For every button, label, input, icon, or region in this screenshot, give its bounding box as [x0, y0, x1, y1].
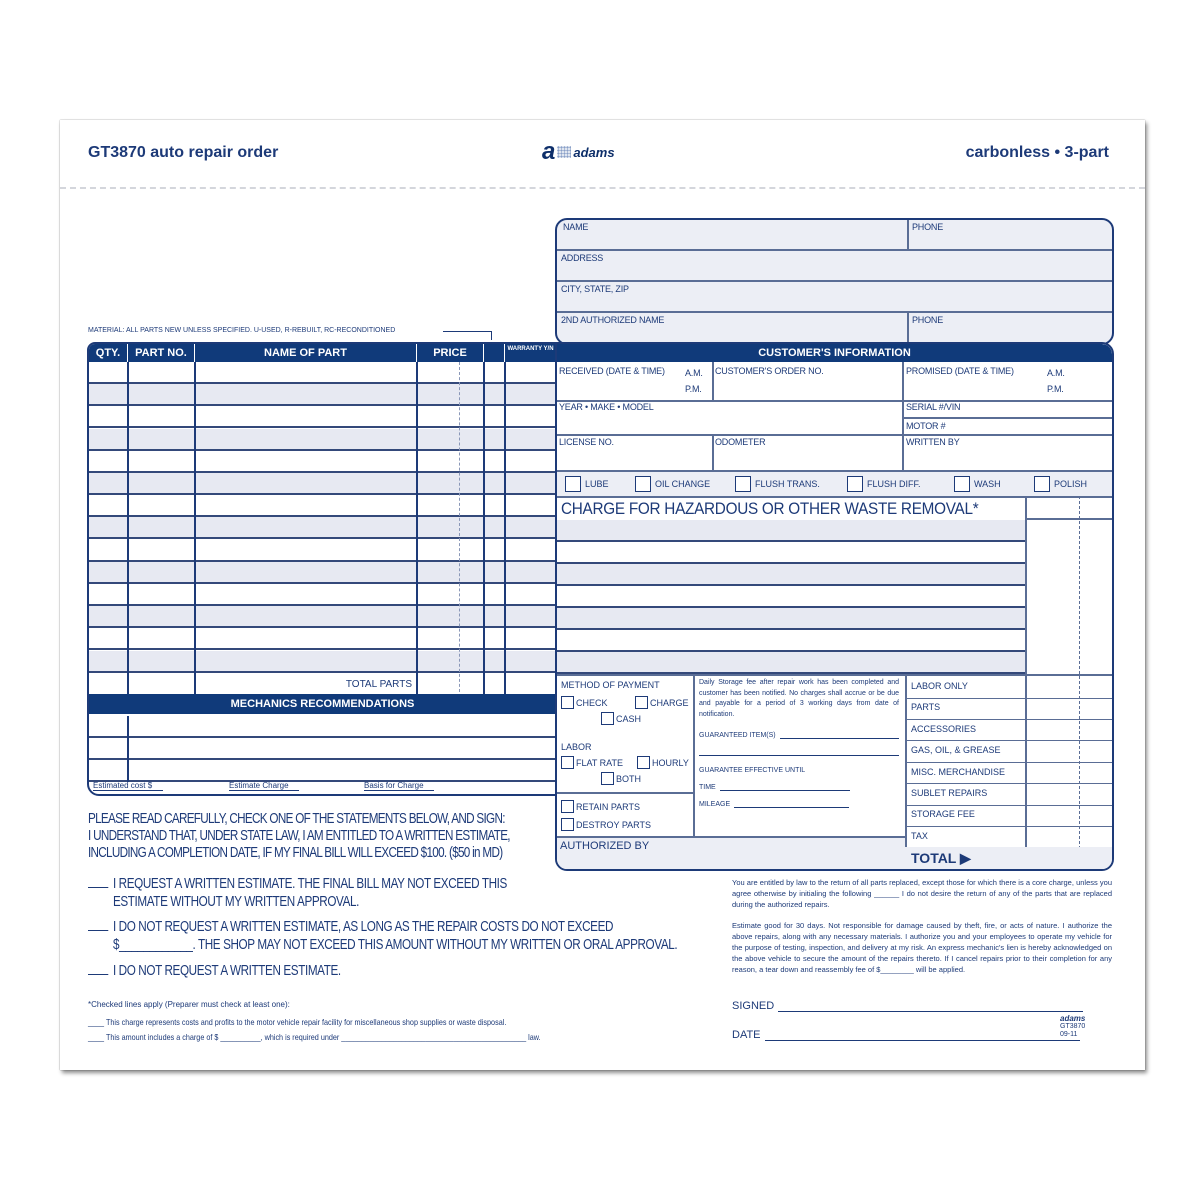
labor-description-row[interactable]	[557, 586, 1025, 608]
totals-label: TAX	[911, 830, 928, 841]
parts-table-row[interactable]	[89, 495, 556, 517]
initial-blank[interactable]	[88, 930, 108, 931]
col-line-dashed	[459, 362, 460, 702]
authorization-terms: Estimate good for 30 days. Not responsible for damage caused by theft, fire, or acts of nature. I authorize the above repairs, along with any necessary materials. I authorize you and your employees to operate my vehicle for the purpose of testing, inspection, and delivery at my risk. An express mechanic's lien is hereby acknowledged on the above vehicle to secure the amount of the repairs thereto. If I cancel repairs prior to their completion for any reason, a tear down and reassembly fee of $________ will be applied.	[732, 921, 1112, 974]
totals-label: LABOR ONLY	[911, 681, 968, 691]
customer-information-section	[555, 342, 1114, 871]
checkbox[interactable]	[561, 696, 574, 709]
form-title: GT3870 auto repair order	[88, 144, 279, 161]
divider	[557, 792, 693, 794]
estimated-cost-field[interactable]: Estimated cost $	[93, 781, 163, 791]
totals-label: SUBLET REPAIRS	[911, 788, 988, 798]
storage-note: Daily Storage fee after repair work has been completed and customer has been notified. No charges shall accrue or be due and payable for a period of 3 working days from date of notification.	[699, 679, 899, 718]
parts-table-row[interactable]	[89, 584, 556, 606]
estimate-charge-field[interactable]: Estimate Charge	[229, 781, 299, 791]
written-by-label: WRITTEN BY	[906, 437, 960, 447]
second-authorized-label: 2ND AUTHORIZED NAME	[561, 315, 665, 325]
arrow-icon	[443, 331, 492, 340]
totals-label: ACCESSORIES	[911, 723, 977, 734]
disclosure-line: I UNDERSTAND THAT, UNDER STATE LAW, I AM ENTITLED TO A WRITTEN ESTIMATE,	[88, 827, 510, 844]
col-line	[127, 362, 129, 702]
checked-lines-note: *Checked lines apply (Preparer must check at least one):	[88, 1000, 290, 1009]
totals-label: GAS, OIL, & GREASE	[911, 745, 1001, 756]
row-divider	[557, 496, 1112, 498]
service-lube[interactable]: LUBE	[565, 476, 609, 492]
basis-for-charge-field[interactable]: Basis for Charge	[364, 781, 434, 791]
labor-title: LABOR	[561, 742, 592, 752]
brand-name: adams	[573, 144, 615, 160]
name-row[interactable]	[557, 220, 1112, 251]
labor-description-row[interactable]	[557, 564, 1025, 586]
col-line	[504, 362, 506, 702]
service-checkbox-row	[557, 472, 1112, 496]
logo-dots-icon	[557, 146, 571, 158]
guaranteed-items-line2[interactable]	[699, 755, 899, 756]
checkbox[interactable]	[635, 696, 648, 709]
divider	[1025, 676, 1027, 698]
parts-table-row[interactable]	[89, 451, 556, 473]
totals-row[interactable]	[905, 719, 1112, 742]
mechanics-recommendations-header: MECHANICS RECOMMENDATIONS	[89, 694, 556, 714]
totals-label: PARTS	[911, 702, 941, 713]
parts-table-row[interactable]	[89, 362, 556, 384]
name-label: NAME	[563, 222, 589, 232]
parts-table-row[interactable]	[89, 517, 556, 539]
col-line	[194, 362, 196, 702]
city-state-zip-label: CITY, STATE, ZIP	[561, 284, 629, 294]
form-code	[1060, 1015, 1085, 1039]
serial-vin-label: SERIAL #/VIN	[906, 402, 961, 412]
checkbox[interactable]	[565, 476, 581, 492]
address-row[interactable]	[557, 251, 1112, 282]
material-note: MATERIAL: ALL PARTS NEW UNLESS SPECIFIED. U-USED, R-REBUILT, RC-RECONDITIONED	[88, 327, 396, 334]
recommendation-line[interactable]	[89, 760, 556, 782]
total-parts-label: TOTAL PARTS	[345, 679, 412, 690]
guarantee-effective-label: GUARANTEE EFFECTIVE UNTIL	[699, 767, 806, 774]
signed-field[interactable]: SIGNED	[732, 1000, 1083, 1012]
checkbox[interactable]	[1034, 476, 1050, 492]
row-divider	[1025, 518, 1114, 520]
payment-check[interactable]: CHECK	[561, 696, 608, 709]
form-code-revision: 09-11	[1060, 1031, 1078, 1038]
col-blank	[484, 344, 505, 362]
labor-description-row[interactable]	[557, 630, 1025, 652]
col-part-no: PART NO.	[128, 344, 195, 362]
phone-label: PHONE	[912, 222, 944, 232]
labor-description-row[interactable]	[557, 542, 1025, 564]
labor-description-row[interactable]	[557, 652, 1025, 674]
authorized-by-label: AUTHORIZED BY	[560, 840, 650, 852]
retain-parts[interactable]: RETAIN PARTS	[561, 800, 640, 813]
form-code-brand: adams	[1060, 1014, 1086, 1023]
storage-section	[699, 678, 899, 808]
form-code-number: GT3870	[1060, 1023, 1086, 1030]
am-label: A.M.	[1047, 368, 1065, 378]
address-label: ADDRESS	[561, 253, 604, 263]
parts-table-row[interactable]	[89, 628, 556, 650]
adams-logo	[542, 140, 615, 164]
totals-row[interactable]	[905, 676, 1112, 699]
odometer-label: ODOMETER	[715, 437, 766, 447]
estimate-disclosure	[88, 810, 556, 861]
payment-section	[557, 676, 693, 838]
checkbox[interactable]	[561, 800, 574, 813]
promised-label: PROMISED (DATE & TIME)	[906, 366, 1014, 376]
initial-blank[interactable]	[88, 974, 108, 975]
repair-order-form	[60, 120, 1145, 1070]
disclosure-line: INCLUDING A COMPLETION DATE, IF MY FINAL BILL WILL EXCEED $100. ($50 in MD)	[88, 844, 503, 861]
motor-label: MOTOR #	[906, 421, 946, 431]
parts-table-row[interactable]	[89, 429, 556, 451]
col-line	[416, 362, 418, 702]
guaranteed-items-field[interactable]: GUARANTEED ITEM(S)	[699, 732, 899, 739]
labor-description-row[interactable]	[557, 520, 1025, 542]
totals-row[interactable]	[905, 762, 1112, 785]
parts-table-row[interactable]	[89, 406, 556, 428]
received-label: RECEIVED (DATE & TIME)	[559, 366, 665, 376]
required-charge-line[interactable]: ____ This amount includes a charge of $ __________, which is required under ______________________________________________ law.	[88, 1032, 541, 1042]
parts-table-row[interactable]	[89, 473, 556, 495]
divider	[1025, 804, 1027, 826]
adams-logo-icon: a	[542, 138, 556, 165]
disclosure-line: PLEASE READ CAREFULLY, CHECK ONE OF THE STATEMENTS BELOW, AND SIGN:	[88, 810, 505, 827]
col-name-of-part: NAME OF PART	[195, 344, 417, 362]
divider	[907, 220, 909, 249]
totals-row[interactable]	[905, 826, 1112, 849]
date-field[interactable]: DATE	[732, 1029, 1080, 1041]
city-state-zip-row[interactable]	[557, 282, 1112, 313]
service-flush-trans[interactable]: FLUSH TRANS.	[735, 476, 820, 492]
parts-table-row[interactable]	[89, 651, 556, 673]
col-qty: QTY.	[89, 344, 128, 362]
parts-table-row[interactable]	[89, 562, 556, 584]
checkbox[interactable]	[637, 756, 650, 769]
total-label: TOTAL ▶	[911, 850, 971, 866]
totals-label: STORAGE FEE	[911, 809, 975, 820]
divider	[1025, 719, 1027, 741]
divider	[1025, 783, 1027, 805]
parts-table-row[interactable]	[89, 606, 556, 628]
initial-blank[interactable]	[88, 887, 108, 888]
checkbox[interactable]	[601, 772, 614, 785]
service-flush-diff[interactable]: FLUSH DIFF.	[847, 476, 921, 492]
shop-supplies-line[interactable]: ____ This charge represents costs and profits to the motor vehicle repair facility for miscellaneous shop supplies or waste disposal.	[88, 1017, 507, 1027]
pm-label: P.M.	[1047, 384, 1064, 394]
parts-table	[87, 342, 558, 796]
customer-information-header: CUSTOMER'S INFORMATION	[557, 344, 1112, 362]
divider	[1025, 740, 1027, 762]
divider	[712, 434, 714, 470]
parts-table-row[interactable]	[89, 384, 556, 406]
total-row[interactable]	[905, 847, 1112, 869]
payment-title: METHOD OF PAYMENT	[561, 680, 660, 690]
parts-table-row[interactable]	[89, 540, 556, 562]
labor-hourly[interactable]: HOURLY	[637, 756, 689, 769]
form-subtitle: carbonless • 3-part	[965, 144, 1109, 161]
checkbox[interactable]	[635, 476, 651, 492]
service-wash[interactable]: WASH	[954, 476, 1001, 492]
divider	[902, 362, 904, 470]
waste-removal-charge-label: CHARGE FOR HAZARDOUS OR OTHER WASTE REMOVAL*	[561, 499, 979, 518]
labor-flat-rate[interactable]: FLAT RATE	[561, 756, 623, 769]
am-label: A.M.	[685, 368, 703, 378]
estimate-option-2[interactable]: I DO NOT REQUEST A WRITTEN ESTIMATE, AS LONG AS THE REPAIR COSTS DO NOT EXCEED $____________. THE SHOP MAY NOT EXCEED THIS AMOUNT WITHOUT MY WRITTEN OR ORAL APPROVAL.	[88, 918, 677, 954]
divider	[712, 362, 714, 400]
checkbox[interactable]	[601, 712, 614, 725]
totals-row[interactable]	[905, 783, 1112, 806]
col-warranty: WARRANTY Y/N	[505, 344, 557, 362]
labor-description-row[interactable]	[557, 608, 1025, 630]
checkbox[interactable]	[847, 476, 863, 492]
checkbox[interactable]	[561, 756, 574, 769]
estimate-option-1[interactable]: I REQUEST A WRITTEN ESTIMATE. THE FINAL BILL MAY NOT EXCEED THIS ESTIMATE WITHOUT MY WRITTEN APPROVAL.	[88, 875, 507, 911]
destroy-parts[interactable]: DESTROY PARTS	[561, 818, 651, 831]
checkbox[interactable]	[735, 476, 751, 492]
recommendation-line[interactable]	[89, 738, 556, 760]
payment-charge[interactable]: CHARGE	[635, 696, 689, 709]
labor-both[interactable]: BOTH	[601, 772, 641, 785]
totals-label: MISC. MERCHANDISE	[911, 766, 1006, 777]
phone2-label: PHONE	[912, 315, 944, 325]
row-divider	[557, 434, 1112, 436]
service-polish[interactable]: POLISH	[1034, 476, 1087, 492]
col-line	[483, 362, 485, 702]
divider	[693, 674, 695, 836]
customer-order-no-label: CUSTOMER'S ORDER NO.	[715, 366, 824, 376]
col-line	[127, 716, 129, 782]
divider	[1025, 697, 1027, 719]
divider	[907, 313, 909, 345]
row-divider	[902, 417, 1112, 419]
second-authorized-row[interactable]	[557, 313, 1112, 345]
checkbox[interactable]	[561, 818, 574, 831]
perforation-line	[60, 187, 1145, 189]
customer-contact-box	[555, 218, 1114, 345]
divider	[1025, 826, 1027, 848]
service-oil-change[interactable]: OIL CHANGE	[635, 476, 710, 492]
totals-row[interactable]	[905, 740, 1112, 763]
estimate-option-3[interactable]: I DO NOT REQUEST A WRITTEN ESTIMATE.	[88, 962, 341, 980]
recommendation-line[interactable]	[89, 716, 556, 738]
year-make-model-label: YEAR • MAKE • MODEL	[559, 402, 654, 412]
payment-cash[interactable]: CASH	[601, 712, 641, 725]
pm-label: P.M.	[685, 384, 702, 394]
mileage-field[interactable]: MILEAGE	[699, 801, 899, 808]
divider	[1025, 762, 1027, 784]
parts-return-notice: You are entitled by law to the return of all parts replaced, except those for which there is a core charge, unless you agree otherwise by initialing the following ______ I do not desire the return of any of the parts that are replaced during the authorized repairs.	[732, 878, 1112, 909]
totals-row[interactable]	[905, 804, 1112, 827]
authorized-by-field[interactable]	[557, 836, 905, 871]
totals-row[interactable]	[905, 697, 1112, 720]
checkbox[interactable]	[954, 476, 970, 492]
license-no-label: LICENSE NO.	[559, 437, 614, 447]
parts-table-header	[89, 344, 556, 362]
col-price: PRICE	[417, 344, 484, 362]
time-field[interactable]: TIME	[699, 784, 899, 791]
